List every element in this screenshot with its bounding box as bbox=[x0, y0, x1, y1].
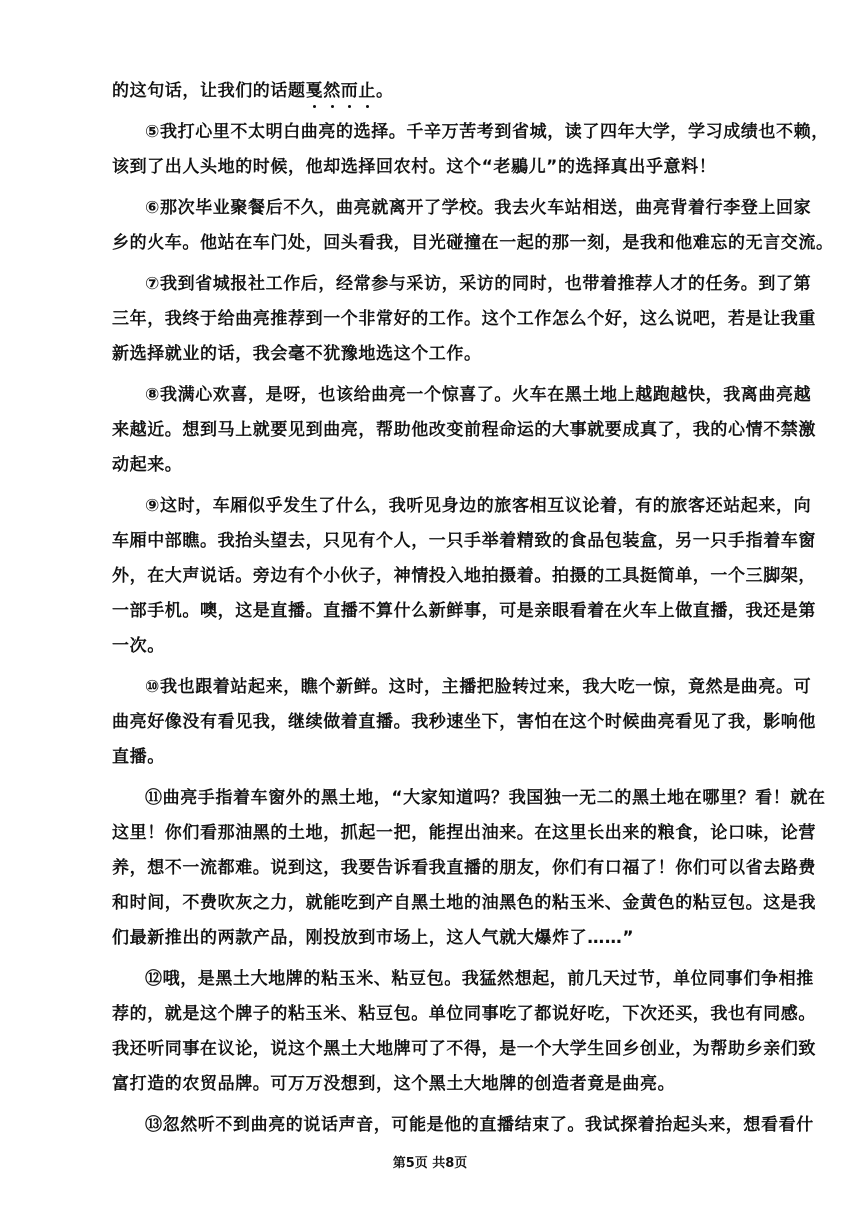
paragraph-9-line-5: 一次。 bbox=[112, 636, 165, 656]
paragraph-13-line-1: ⑬忽然听不到曲亮的说话声音，可能是他的直播结束了。我试探着抬起头来，想看看什 bbox=[145, 1115, 814, 1135]
text-line bbox=[112, 80, 752, 102]
paragraph-12-line-2: 荐的，就是这个牌子的粘玉米、粘豆包。单位同事吃了都说好吃，下次还买，我也有同感。 bbox=[112, 1004, 816, 1024]
text-segment: 的这句话，让我们的话题 bbox=[112, 81, 306, 101]
paragraph-9-line-3: 外，在大声说话。旁边有个小伙子，神情投入地拍摄着。拍摄的工具挺简单，一个三脚架， bbox=[112, 566, 816, 586]
paragraph-7-line-1: ⑦我到省城报社工作后，经常参与采访，采访的同时，也带着推荐人才的任务。到了第 bbox=[145, 274, 812, 294]
paragraph-7-line-3: 新选择就业的话，我会毫不犹豫地选这个工作。 bbox=[112, 344, 482, 364]
emphasis-dot bbox=[366, 105, 369, 108]
paragraph-6-line-2: 乡的火车。他站在车门处，回头看我，目光碰撞在一起的那一刻，是我和他难忘的无言交流。 bbox=[112, 233, 834, 253]
paragraph-10-line-1: ⑩我也跟着站起来，瞧个新鲜。这时，主播把脸转过来，我大吃一惊，竟然是曲亮。可 bbox=[145, 677, 812, 697]
paragraph-8-line-1: ⑧我满心欢喜，是呀，也该给曲亮一个惊喜了。火车在黑土地上越跑越快，我离曲亮越 bbox=[145, 385, 812, 405]
paragraph-5-line-2: 该到了出人头地的时候，他却选择回农村。这个“老鶍儿”的选择真出乎意料！ bbox=[112, 157, 717, 177]
paragraph-11-line-1: ⑪曲亮手指着车窗外的黑土地，“大家知道吗？我国独一无二的黑土地在哪里？看！就在 bbox=[145, 788, 826, 808]
paragraph-11-line-4: 和时间，不费吹灰之力，就能吃到产自黑土地的油黑色的粘玉米、金黄色的粘豆包。这是我 bbox=[112, 893, 816, 913]
paragraph-7-line-2: 三年，我终于给曲亮推荐到一个非常好的工作。这个工作怎么个好，这么说吧，若是让我重 bbox=[112, 309, 816, 329]
emphasis-dot bbox=[313, 105, 316, 108]
paragraph-10-line-3: 直播。 bbox=[112, 747, 165, 767]
page-footer: 第5页 共8页 bbox=[392, 1156, 468, 1171]
emphasis-dot bbox=[348, 105, 351, 108]
paragraph-12-line-1: ⑫哦，是黑土大地牌的粘玉米、粘豆包。我猛然想起，前几天过节，单位同事们争相推 bbox=[145, 969, 814, 989]
paragraph-6-line-1: ⑥那次毕业聚餐后不久，曲亮就离开了学校。我去火车站相送，曲亮背着行李登上回家 bbox=[145, 198, 812, 218]
paragraph-11-line-5: 们最新推出的两款产品，刚投放到市场上，这人气就大爆炸了……” bbox=[112, 928, 635, 948]
emphasized-text: 戛然而止 bbox=[306, 80, 376, 102]
emphasis-dot bbox=[331, 105, 334, 108]
paragraph-8-line-3: 动起来。 bbox=[112, 455, 183, 475]
paragraph-9-line-2: 车厢中部瞧。我抬头望去，只见有个人，一只手举着精致的食品包装盒，另一只手指着车窗 bbox=[112, 531, 816, 551]
paragraph-5-line-1: ⑤我打心里不太明白曲亮的选择。千辛万苦考到省城，读了四年大学，学习成绩也不赖， bbox=[145, 122, 829, 142]
paragraph-12-line-4: 富打造的农贸品牌。可万万没想到，这个黑土大地牌的创造者竟是曲亮。 bbox=[112, 1074, 676, 1094]
paragraph-8-line-2: 来越近。想到马上就要见到曲亮，帮助他改变前程命运的大事就要成真了，我的心情不禁激 bbox=[112, 420, 816, 440]
text-segment: 。 bbox=[376, 81, 394, 101]
paragraph-11-line-3: 养，想不一流都难。说到这，我要告诉看我直播的朋友，你们有口福了！你们可以省去路费 bbox=[112, 858, 816, 878]
paragraph-9-line-1: ⑨这时，车厢似乎发生了什么，我听见身边的旅客相互议论着，有的旅客还站起来，向 bbox=[145, 496, 812, 516]
paragraph-9-line-4: 一部手机。噢，这是直播。直播不算什么新鲜事，可是亲眼看着在火车上做直播，我还是第 bbox=[112, 601, 816, 621]
paragraph-12-line-3: 我还听同事在议论，说这个黑土大地牌可了不得，是一个大学生回乡创业，为帮助乡亲们致 bbox=[112, 1039, 816, 1059]
paragraph-10-line-2: 曲亮好像没有看见我，继续做着直播。我秒速坐下，害怕在这个时候曲亮看见了我，影响他 bbox=[112, 712, 816, 732]
paragraph-11-line-2: 这里！你们看那油黑的土地，抓起一把，能捏出油来。在这里长出来的粮食，论口味，论营 bbox=[112, 823, 816, 843]
